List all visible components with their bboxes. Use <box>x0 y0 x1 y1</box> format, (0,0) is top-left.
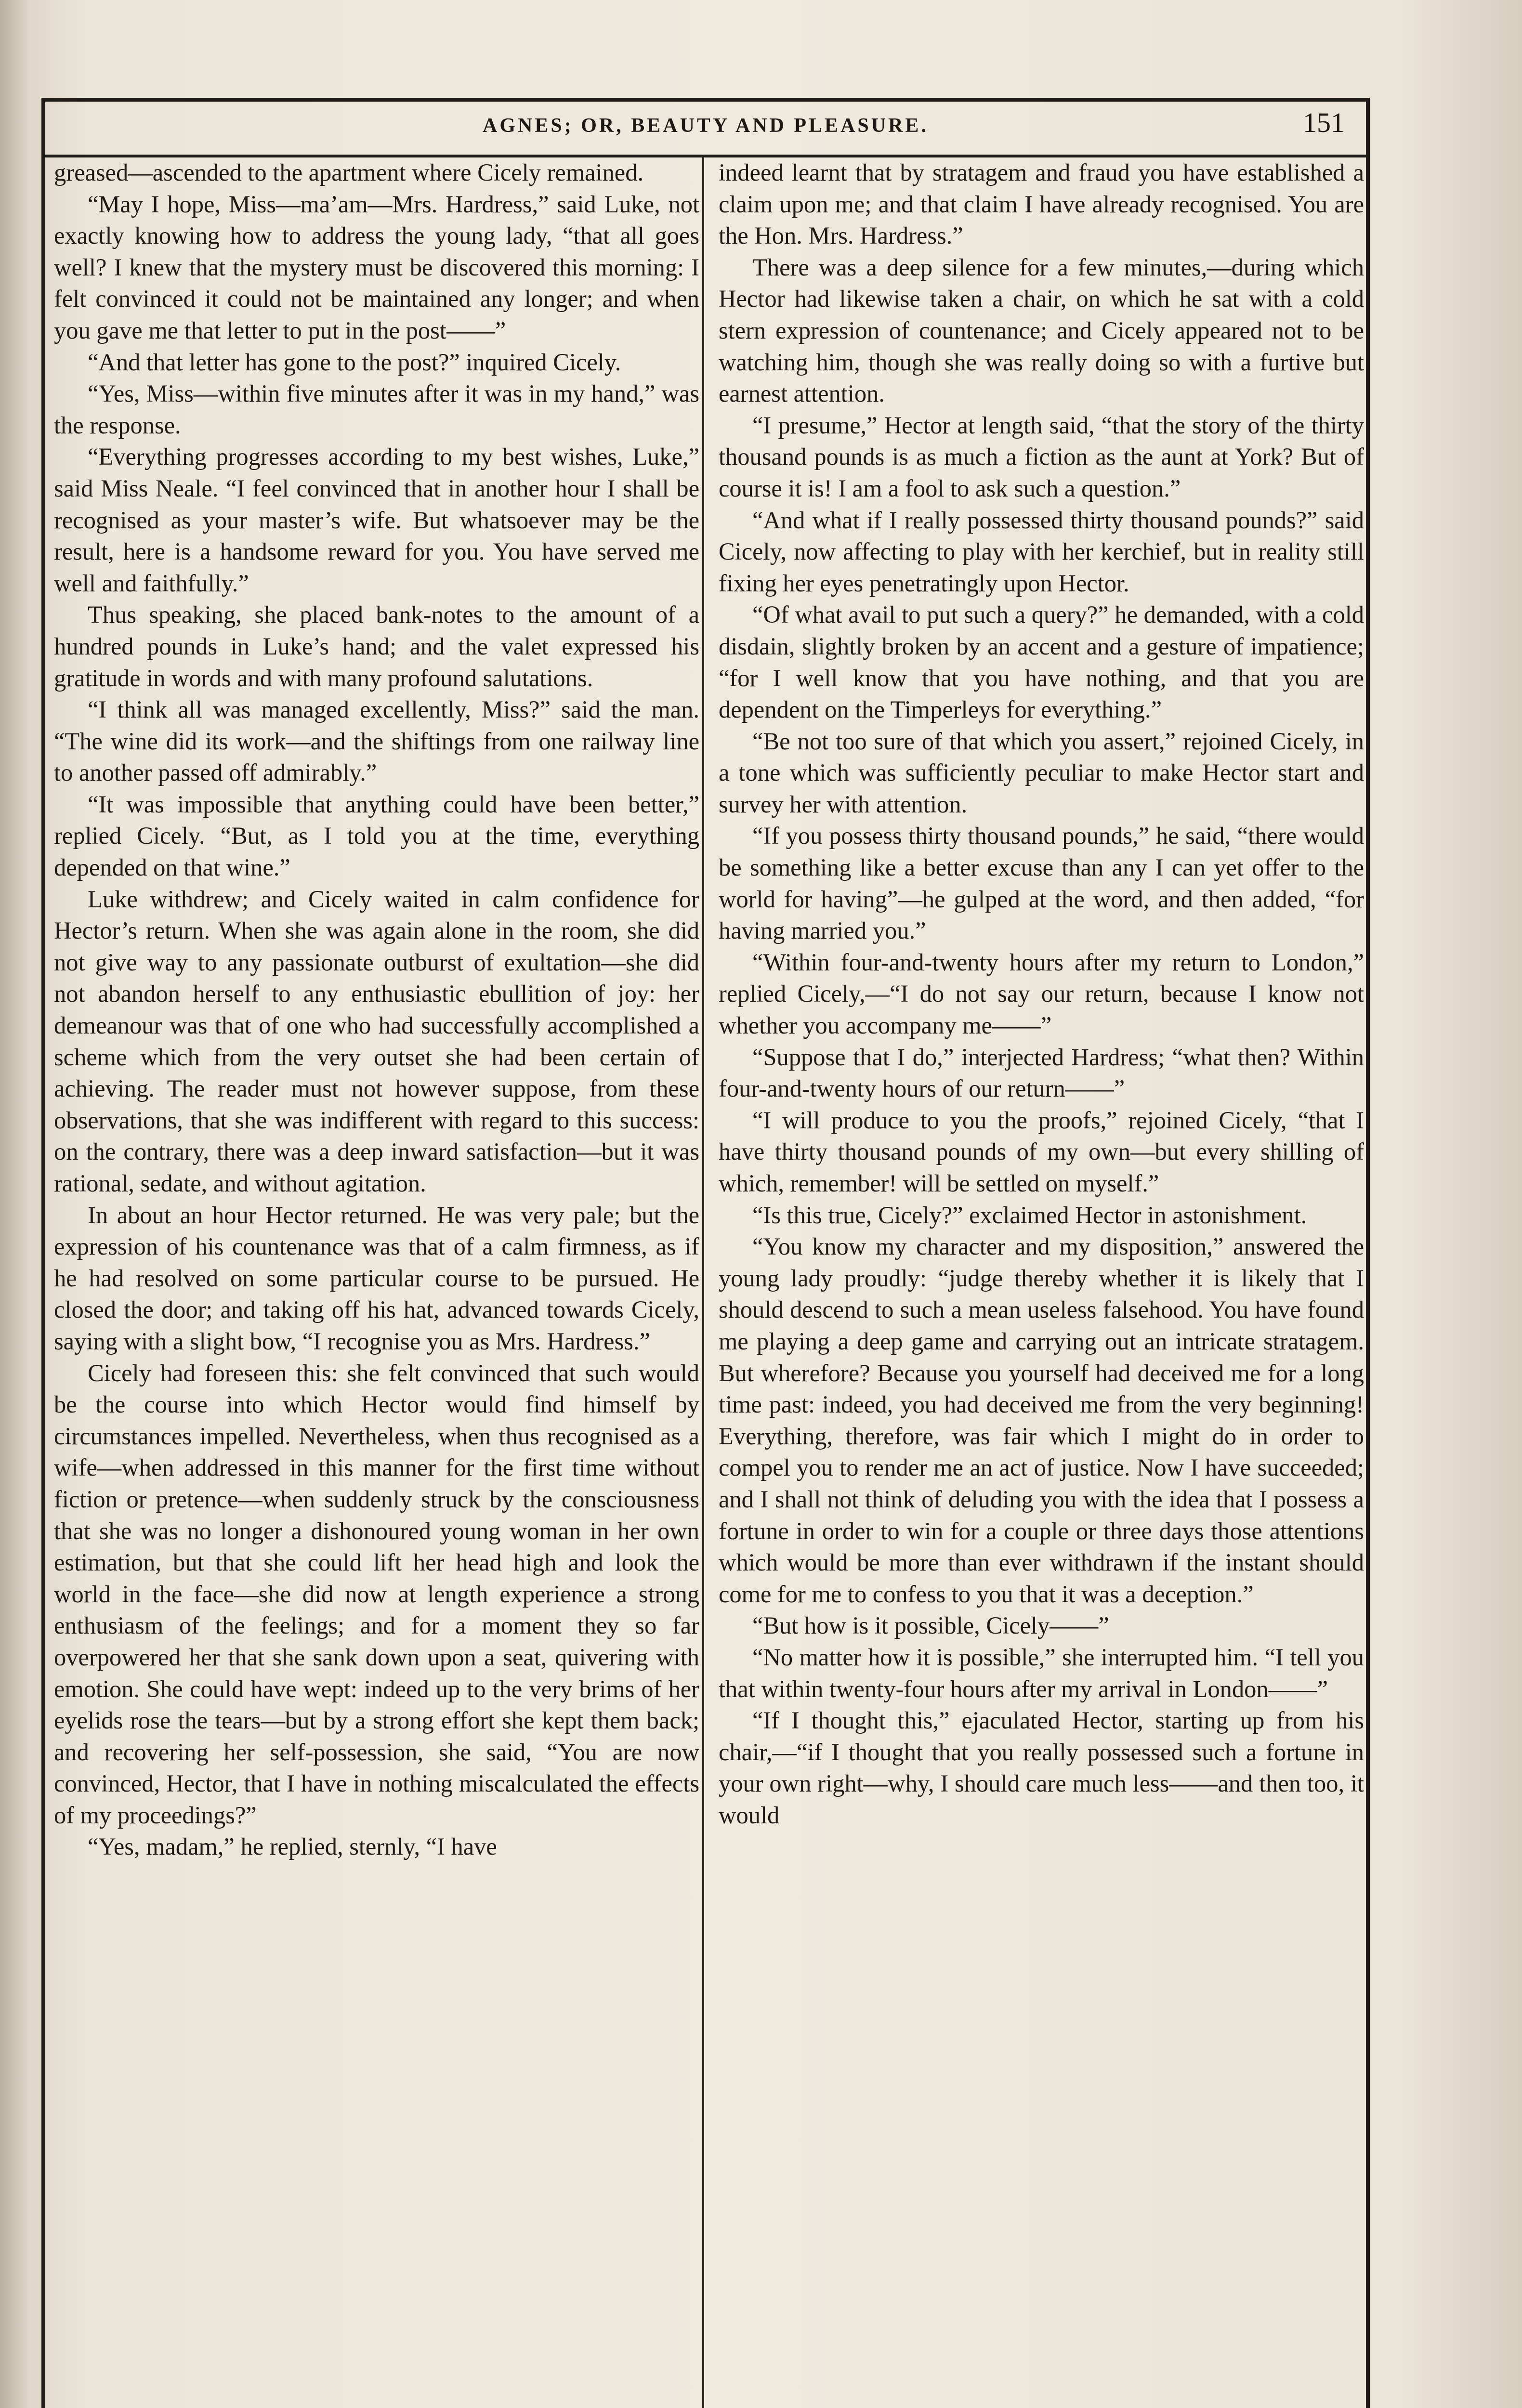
paragraph: “Everything progresses according to my best wishes, Luke,” said Miss Neale. “I feel convinced that in another hour I shall be recognised as your master’s wife. But whatsoever may be the result, here is a handsome reward for you. You have served me well and faithfully.” <box>54 443 699 597</box>
paragraph: “And what if I really possessed thirty thousand pounds?” said Cicely, now affecting to play with her kerchief, but in reality still fixing her eyes penetratingly upon Hector. <box>719 506 1364 597</box>
paragraph: Luke withdrew; and Cicely waited in calm confidence for Hector’s return. When she was again alone in the room, she did not give way to any passionate outburst of exultation—she did not abandon herself to any enthusiastic ebullition of joy: her demeanour was that of one who had successfully accomplished a scheme which from the very outset she had been certain of achieving. The reader must not however suppose, from these observations, that she was indifferent with regard to this success: on the contrary, there was a deep inward satisfaction—but it was rational, sedate, and without agitation. <box>54 885 699 1197</box>
page-number: 151 <box>1303 107 1345 138</box>
paragraph: In about an hour Hector returned. He was very pale; but the expression of his countenance was that of a calm firmness, as if he had resolved on some particular course to be pursued. He closed the door; and taking off his hat, advanced towards Cicely, saying with a slight bow, “I recognise you as Mrs. Hardress.” <box>54 1201 699 1355</box>
paragraph: “Yes, madam,” he replied, sternly, “I have <box>88 1833 497 1860</box>
paragraph: “Yes, Miss—within five minutes after it was in my hand,” was the response. <box>54 380 699 439</box>
paragraph: “It was impossible that anything could have been better,” replied Cicely. “But, as I told you at the time, everything depended on that wine.” <box>54 790 699 881</box>
paragraph: “Be not too sure of that which you assert,” rejoined Cicely, in a tone which was sufficiently peculiar to make Hector start and survey her with attention. <box>719 727 1364 818</box>
paragraph: “You know my character and my disposition,” answered the young lady proudly: “judge thereby whether it is likely that I should descend to such a mean useless falsehood. You have found me playing a deep game and carrying out an intricate stratagem. But wherefore? Because you yourself had deceived me for a long time past: indeed, you had deceived me from the very beginning! Everything, therefore, was fair which I might do in order to compel you to render me an act of justice. Now I have succeeded; and I shall not think of deluding you with the idea that I possess a fortune in order to win for a couple or three days those attentions which would be more than ever withdrawn if the instant should come for me to confess to you that it was a deception.” <box>719 1233 1364 1608</box>
paragraph: “If I thought this,” ejaculated Hector, starting up from his chair,—“if I thought that you really possessed such a fortune in your own right—why, I should care much less——and then too, it would <box>719 1707 1364 1829</box>
paragraph: “No matter how it is possible,” she interrupted him. “I tell you that within twenty-four hours after my arrival in London——” <box>719 1643 1364 1702</box>
paragraph: There was a deep silence for a few minutes,—during which Hector had likewise taken a chair, on which he sat with a cold stern expression of countenance; and Cicely appeared not to be watching him, though she was really doing so with a furtive but earnest attention. <box>719 253 1364 407</box>
paragraph: “I will produce to you the proofs,” rejoined Cicely, “that I have thirty thousand pounds of my own—but every shilling of which, remember! will be settled on myself.” <box>719 1106 1364 1197</box>
paragraph: “But how is it possible, Cicely——” <box>752 1612 1109 1639</box>
paragraph: “Within four-and-twenty hours after my return to London,” replied Cicely,—“I do not say our return, because I know not whether you accompany me——” <box>719 948 1364 1039</box>
page-header <box>45 98 1366 157</box>
paragraph: “May I hope, Miss—ma’am—Mrs. Hardress,” said Luke, not exactly knowing how to address the young lady, “that all goes well? I knew that the mystery must be discovered this morning: I felt convinced it could not be maintained any longer; and when you gave me that letter to put in the post——” <box>54 190 699 344</box>
column-divider-rule <box>702 157 704 2408</box>
paragraph: “Of what avail to put such a query?” he demanded, with a cold disdain, slightly broken by an accent and a gesture of impatience; “for I well know that you have nothing, and that you are dependent on the Timperleys for everything.” <box>719 601 1364 723</box>
paragraph: “If you possess thirty thousand pounds,” he said, “there would be something like a better excuse than any I can yet offer to the world for having”—he gulped at the word, and then added, “for having married you.” <box>719 822 1364 944</box>
page-edge-shadow <box>0 0 29 2408</box>
paragraph: greased—ascended to the apartment where Cicely remained. <box>54 159 644 186</box>
paragraph: indeed learnt that by stratagem and fraud you have established a claim upon me; and that claim I have already recognised. You are the Hon. Mrs. Hardress.” <box>719 159 1364 249</box>
paragraph: “And that letter has gone to the post?” inquired Cicely. <box>88 348 621 376</box>
paragraph: Thus speaking, she placed bank-notes to the amount of a hundred pounds in Luke’s hand; and the valet expressed his gratitude in words and with many profound salutations. <box>54 601 699 692</box>
paragraph: “I presume,” Hector at length said, “that the story of the thirty thousand pounds is as much a fiction as the aunt at York? But of course it is! I am a fool to ask such a question.” <box>719 411 1364 502</box>
paragraph: “Is this true, Cicely?” exclaimed Hector in astonishment. <box>752 1201 1307 1229</box>
paragraph: Cicely had foreseen this: she felt convinced that such would be the course into which Hector would find himself by circumstances impelled. Nevertheless, when thus recognised as a wife—when addressed in this manner for the first time without fiction or pretence—when suddenly struck by the consciousness that she was no longer a dishonoured young woman in her own estimation, but that she could lift her head high and look the world in the face—she did now at length experience a strong enthusiasm of the feelings; and for a moment they so far overpowered her that she sank down upon a seat, quivering with emotion. She could have wept: indeed up to the very brims of her eyelids rose the tears—but by a strong effort she kept them back; and recovering her self-possession, she said, “You are now convinced, Hector, that I have in nothing miscalculated the effects of my proceedings?” <box>54 1359 699 1829</box>
running-title: AGNES; OR, BEAUTY AND PLEASURE. <box>483 115 929 137</box>
right-text-column <box>719 157 1364 1831</box>
paragraph: “Suppose that I do,” interjected Hardress; “what then? Within four-and-twenty hours of our return——” <box>719 1043 1364 1102</box>
paragraph: “I think all was managed excellently, Miss?” said the man. “The wine did its work—and the shiftings from one railway line to another passed off admirably.” <box>54 696 699 786</box>
left-text-column <box>54 157 699 1863</box>
